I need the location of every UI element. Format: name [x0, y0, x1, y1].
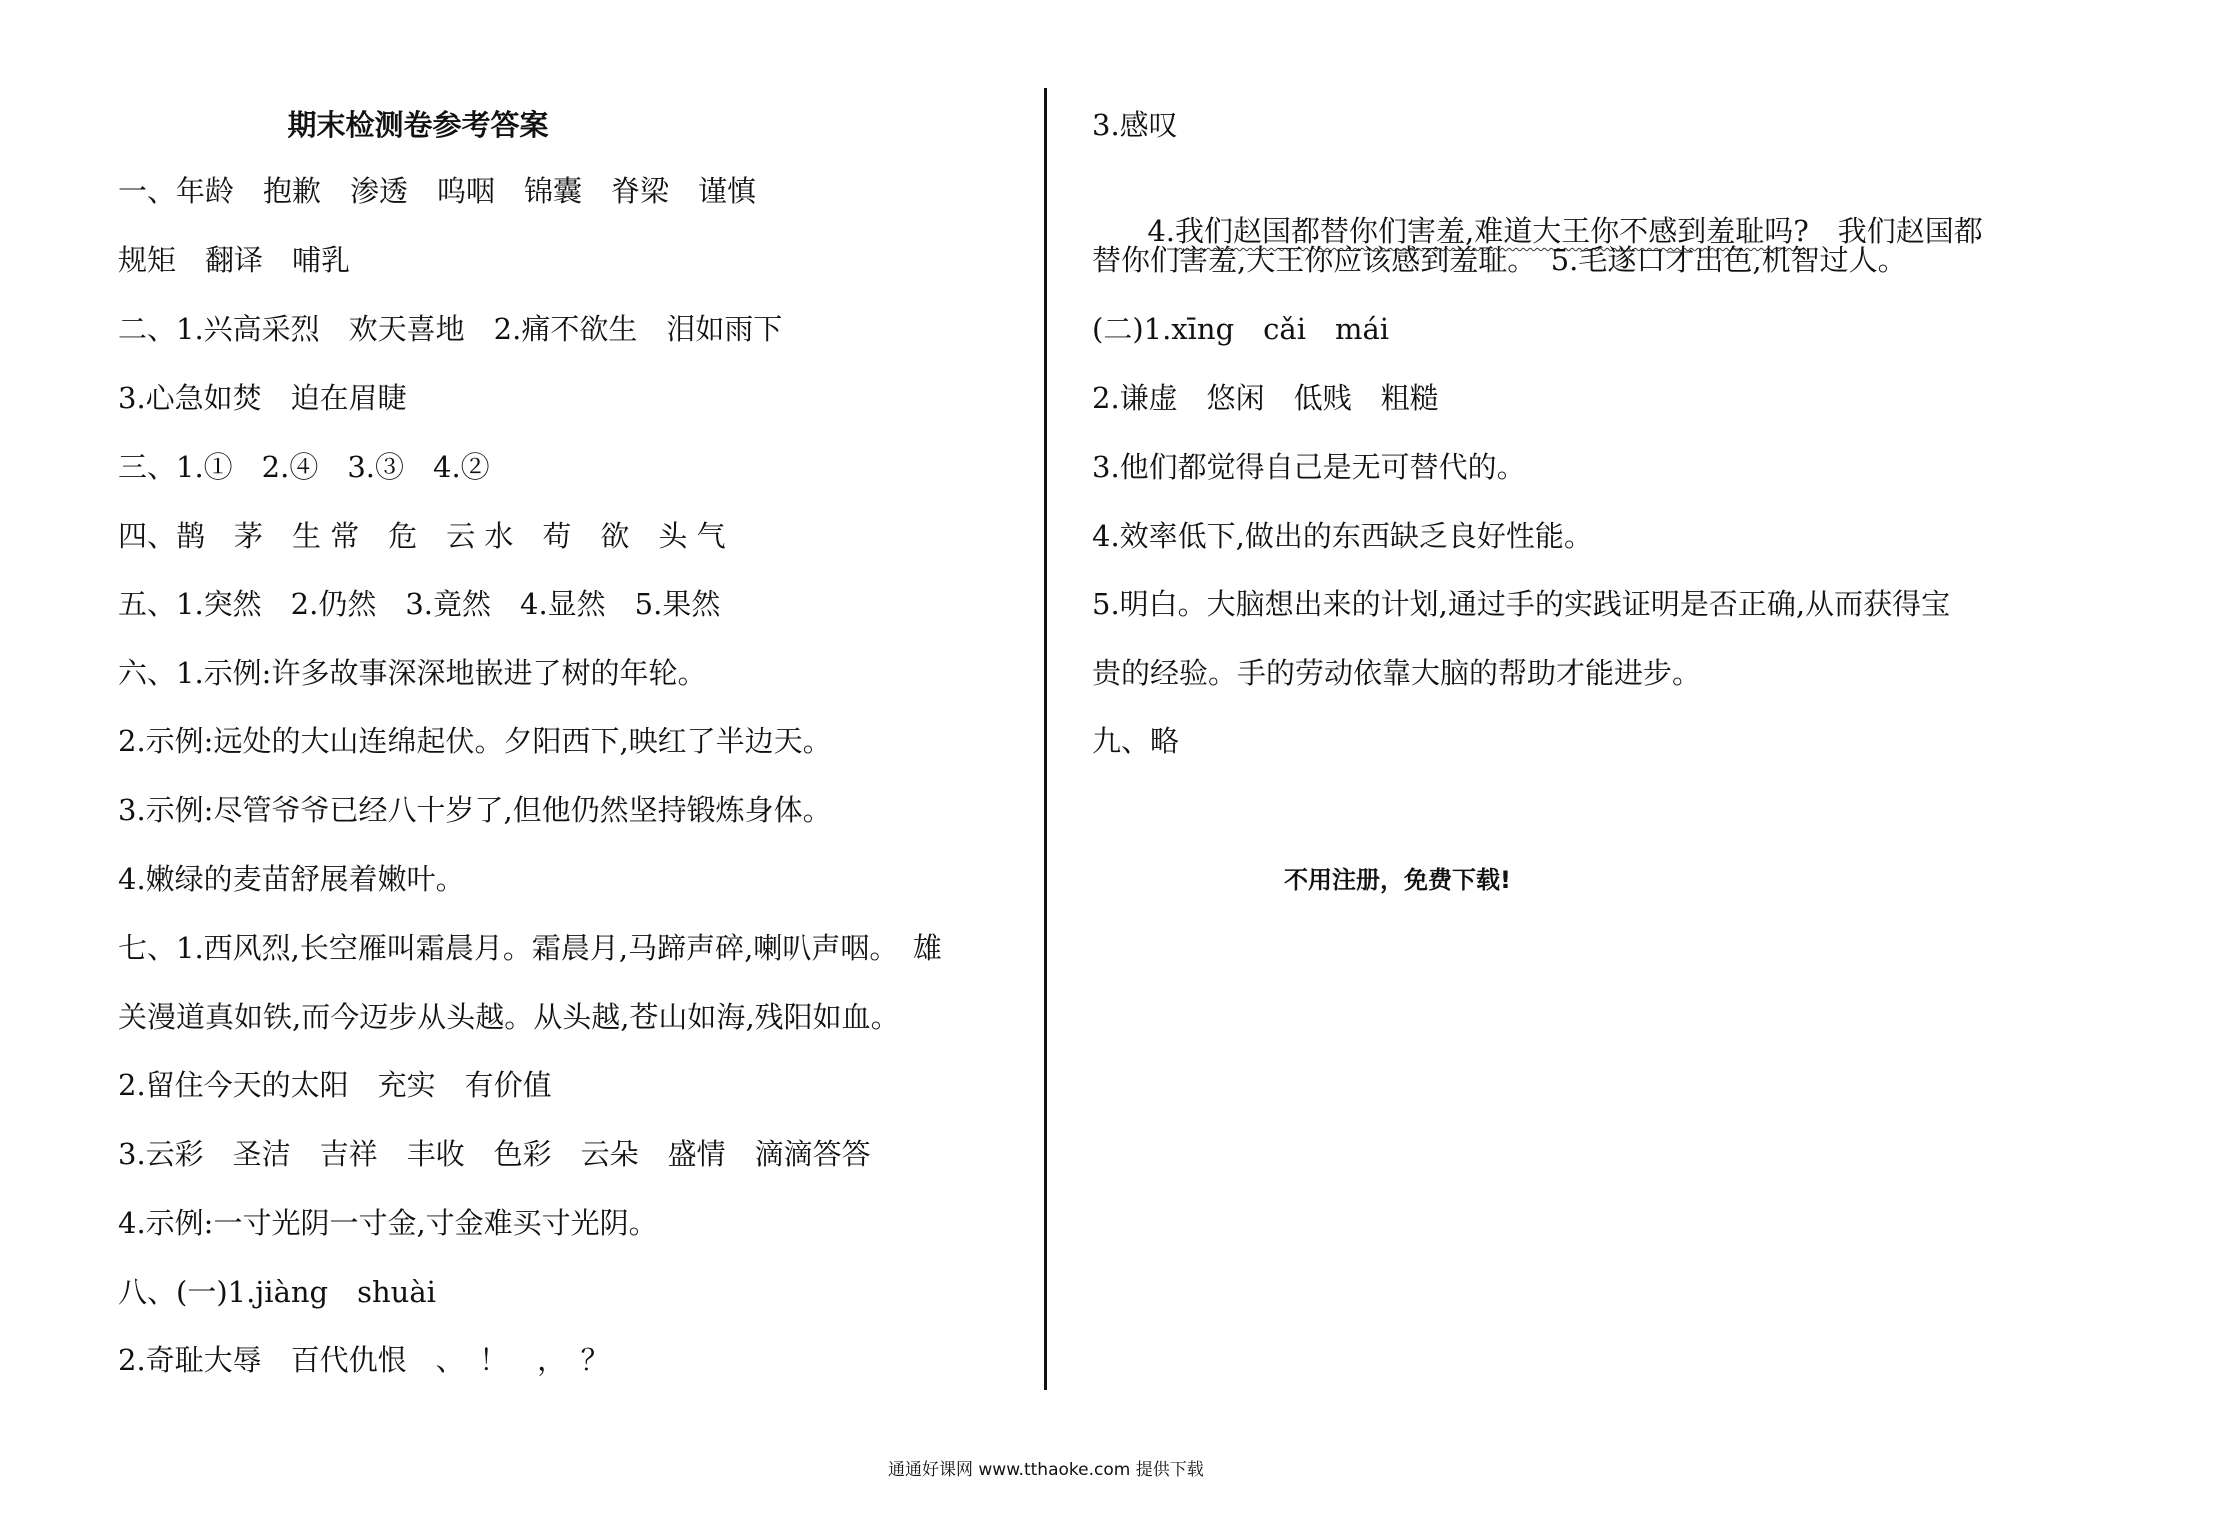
answer-line: 4.效率低下,做出的东西缺乏良好性能。: [1092, 519, 1593, 553]
answer-line: 关漫道真如铁,而今迈步从头越。从头越,苍山如海,残阳如血。: [118, 1000, 900, 1034]
column-divider: [1044, 88, 1047, 1390]
answer-line: 八、(一)1.jiàng shuài: [118, 1275, 436, 1309]
answer-line: 2.留住今天的太阳 充实 有价值: [118, 1068, 552, 1102]
page-title: 期末检测卷参考答案: [287, 108, 549, 142]
page-footer: 通通好课网 www.tthaoke.com 提供下载: [888, 1460, 1204, 1480]
answer-line: 四、鹊 茅 生 常 危 云 水 苟 欲 头 气: [118, 519, 726, 553]
answer-line: 4.嫩绿的麦苗舒展着嫩叶。: [118, 862, 465, 896]
answer-suffix: 我们赵国都: [1808, 214, 1983, 248]
answer-line: 五、1.突然 2.仍然 3.竟然 4.显然 5.果然: [118, 587, 721, 621]
answer-line: 二、1.兴高采烈 欢天喜地 2.痛不欲生 泪如雨下: [118, 312, 783, 346]
answer-line: 3.他们都觉得自己是无可替代的。: [1092, 450, 1526, 484]
answer-prefix: 4.: [1147, 214, 1175, 248]
answer-line: 2.示例:远处的大山连绵起伏。夕阳西下,映红了半边天。: [118, 724, 832, 758]
answer-line: (二)1.xīng cǎi mái: [1092, 312, 1390, 346]
answer-line: 贵的经验。手的劳动依靠大脑的帮助才能进步。: [1092, 656, 1702, 690]
answer-line: 2.奇耻大辱 百代仇恨 、 ！ ， ？: [118, 1343, 610, 1377]
answer-line: 3.感叹: [1092, 108, 1178, 142]
answer-line: 九、略: [1092, 724, 1180, 758]
answer-line: 3.云彩 圣洁 吉祥 丰收 色彩 云朵 盛情 滴滴答答: [118, 1137, 871, 1171]
answer-line: 2.谦虚 悠闲 低贱 粗糙: [1092, 381, 1439, 415]
answer-line: 5.明白。大脑想出来的计划,通过手的实践证明是否正确,从而获得宝: [1092, 587, 1951, 621]
answer-line: 三、1.① 2.④ 3.③ 4.②: [118, 450, 490, 484]
answer-line: 3.心急如焚 迫在眉睫: [118, 381, 407, 415]
answer-line: 替你们害羞,大王你应该感到羞耻。 5.毛遂口才出色,机智过人。: [1092, 243, 1907, 277]
answer-line: 七、1.西风烈,长空雁叫霜晨月。霜晨月,马蹄声碎,喇叭声咽。 雄: [118, 931, 942, 965]
answer-line: 规矩 翻译 哺乳: [118, 243, 351, 277]
answer-line: 六、1.示例:许多故事深深地嵌进了树的年轮。: [118, 656, 707, 690]
wavy-underlined-sentence: 我们赵国都替你们害羞,难道大王你不感到羞耻吗?: [1174, 214, 1809, 248]
download-notice: 不用注册，免费下载!: [1284, 866, 1511, 894]
answer-line: 4.示例:一寸光阴一寸金,寸金难买寸光阴。: [118, 1206, 658, 1240]
answer-line: 一、年龄 抱歉 渗透 呜咽 锦囊 脊梁 谨慎: [118, 174, 757, 208]
answer-line: 3.示例:尽管爷爷已经八十岁了,但他仍然坚持锻炼身体。: [118, 793, 832, 827]
